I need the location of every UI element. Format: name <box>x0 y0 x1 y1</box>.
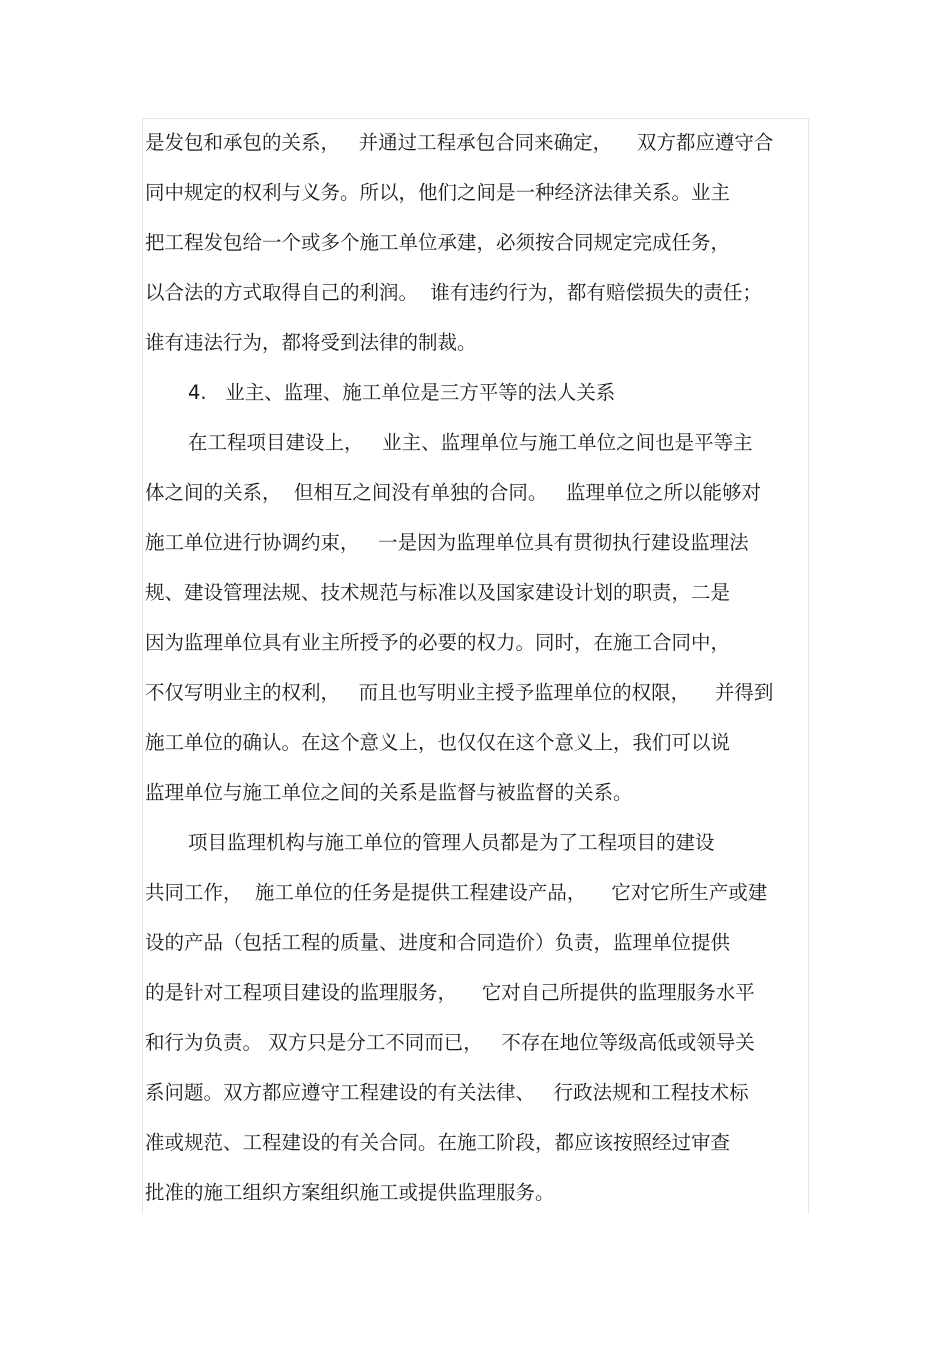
text-line: 的是针对工程项目建设的监理服务， 它对自己所提供的监理服务水平 <box>145 981 755 1004</box>
text-line: 不仅写明业主的权利， 而且也写明业主授予监理单位的权限， 并得到 <box>145 681 774 704</box>
text-line: 项目监理机构与施工单位的管理人员都是为了工程项目的建设 <box>188 831 715 854</box>
text-line: 以合法的方式取得自己的利润。 谁有违约行为，都有赔偿损失的责任； <box>145 281 762 304</box>
text-line: 和行为负责。 双方只是分工不同而已， 不存在地位等级高低或领导关 <box>145 1031 755 1054</box>
text-line: 把工程发包给一个或多个施工单位承建，必须按合同规定完成任务， <box>145 231 731 254</box>
text-line: 同中规定的权利与义务。所以，他们之间是一种经济法律关系。业主 <box>145 181 731 204</box>
text-line: 因为监理单位具有业主所授予的必要的权力。同时，在施工合同中， <box>145 631 731 654</box>
text-line: 共同工作， 施工单位的任务是提供工程建设产品， 它对它所生产或建 <box>145 881 768 904</box>
text-line: 在工程项目建设上， 业主、监理单位与施工单位之间也是平等主 <box>188 431 753 454</box>
text-line: 体之间的关系， 但相互之间没有单独的合同。 监理单位之所以能够对 <box>145 481 761 504</box>
text-line: 准或规范、工程建设的有关合同。在施工阶段，都应该按照经过审查 <box>145 1131 731 1154</box>
text-line: 施工单位进行协调约束， 一是因为监理单位具有贯彻执行建设监理法 <box>145 531 749 554</box>
text-line: 监理单位与施工单位之间的关系是监督与被监督的关系。 <box>145 781 633 804</box>
text-line: 4. 业主、监理、施工单位是三方平等的法人关系 <box>188 381 616 404</box>
text-line: 设的产品（包括工程的质量、进度和合同造价）负责，监理单位提供 <box>145 931 731 954</box>
text-line: 施工单位的确认。在这个意义上，也仅仅在这个意义上，我们可以说 <box>145 731 731 754</box>
text-line: 规、建设管理法规、技术规范与标准以及国家建设计划的职责，二是 <box>145 581 731 604</box>
text-line: 批准的施工组织方案组织施工或提供监理服务。 <box>145 1181 555 1204</box>
text-line: 系问题。双方都应遵守工程建设的有关法律、 行政法规和工程技术标 <box>145 1081 749 1104</box>
document-body <box>145 118 810 1218</box>
text-line: 谁有违法行为，都将受到法律的制裁。 <box>145 331 477 354</box>
text-line: 是发包和承包的关系， 并通过工程承包合同来确定， 双方都应遵守合 <box>145 131 774 154</box>
